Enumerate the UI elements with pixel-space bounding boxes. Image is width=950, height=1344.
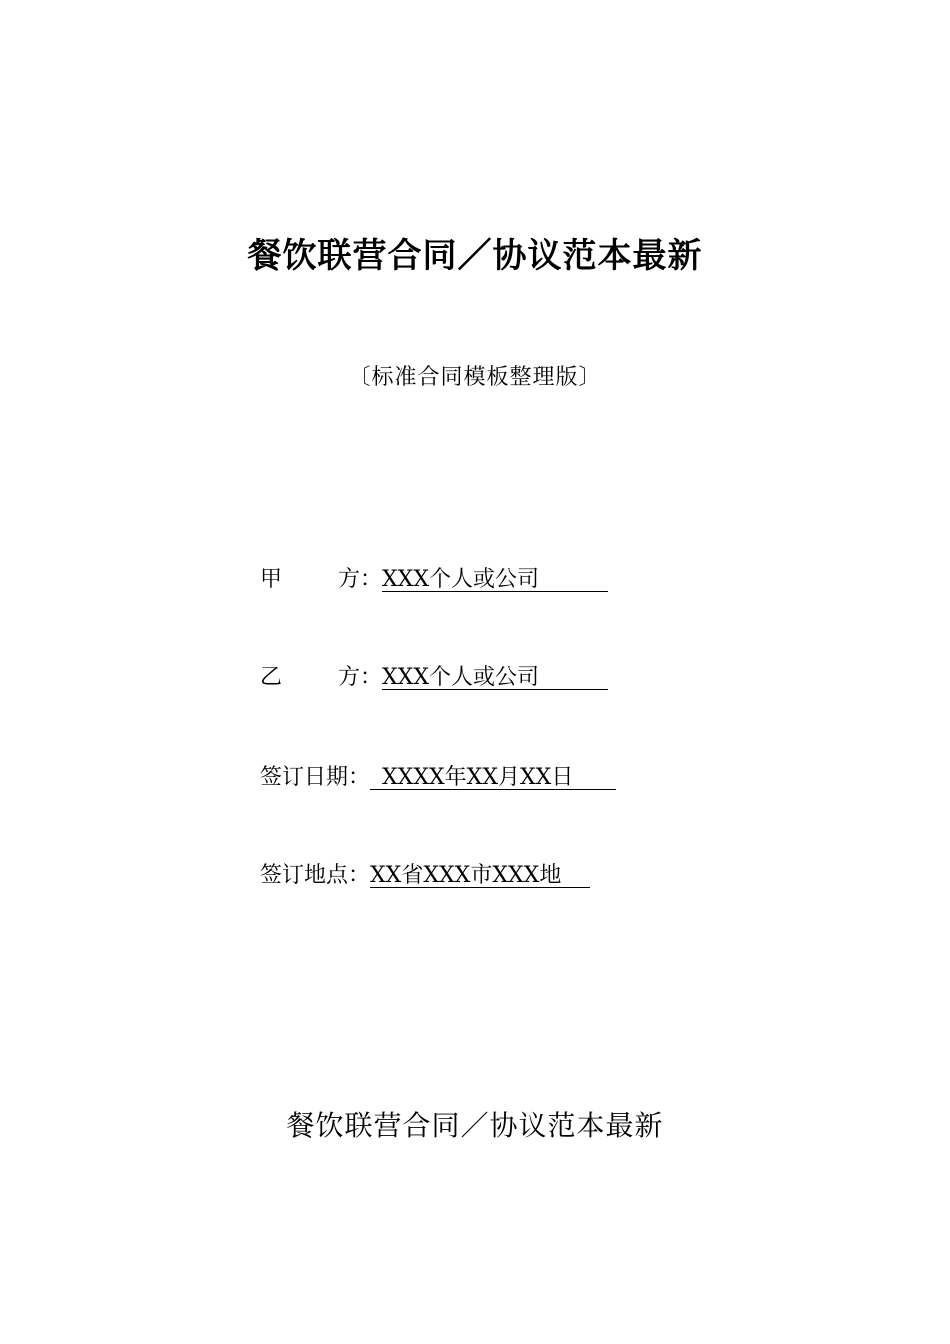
signing-place-field bbox=[260, 858, 590, 889]
party-b-label-suffix: 方： bbox=[338, 665, 383, 690]
document-subtitle: 〔标准合同模板整理版〕 bbox=[348, 365, 602, 390]
party-a-value: XXX个人或公司 bbox=[382, 568, 608, 592]
document-title: 餐饮联营合同／协议范本最新 bbox=[247, 236, 703, 276]
signing-place-value: XX省XXX市XXX地 bbox=[370, 864, 590, 888]
party-b-field bbox=[260, 660, 608, 691]
party-a-label-char: 甲 bbox=[260, 567, 283, 592]
party-b-label-char: 乙 bbox=[260, 665, 283, 690]
signing-date-field bbox=[260, 760, 616, 791]
party-a-field bbox=[260, 562, 608, 593]
signing-place-label: 签订地点： bbox=[260, 863, 371, 888]
party-b-value: XXX个人或公司 bbox=[382, 666, 608, 690]
footer-title: 餐饮联营合同／协议范本最新 bbox=[286, 1109, 664, 1142]
signing-date-label: 签订日期： bbox=[260, 765, 371, 790]
party-a-label-suffix: 方： bbox=[338, 567, 383, 592]
signing-date-value: XXXX年XX月XX日 bbox=[370, 766, 616, 790]
